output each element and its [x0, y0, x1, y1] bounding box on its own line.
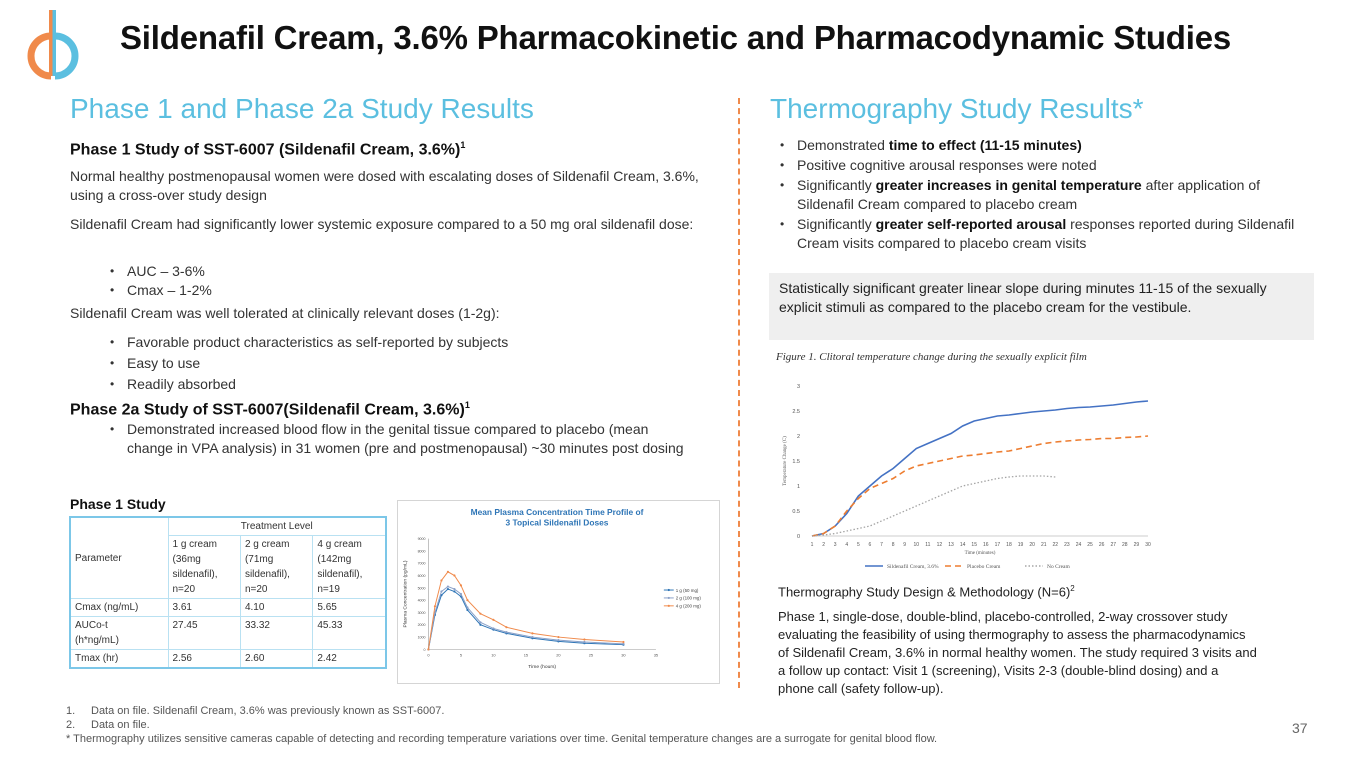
- temperature-chart: [770, 376, 1160, 576]
- x-tick-label: 26: [1098, 542, 1105, 548]
- methodology-body: Phase 1, single-dose, double-blind, placebo-controlled, 2-way crossover study evaluating the feasibility of using thermography to assess the pharmacodynamics of Sildenafil Cream, 3.6% in normal healthy women. The study required 3 visits and a follow up contact: Visit 1 (screening), Visits 2-3 (double-blind dosing) and a phone call (safety follow-up).: [778, 609, 1257, 696]
- x-tick-label: 25: [588, 652, 594, 658]
- x-axis-label: Time (minutes): [964, 551, 996, 556]
- data-point: [492, 619, 494, 621]
- data-point: [453, 574, 455, 576]
- thermography-results-list: [778, 136, 1318, 254]
- page-title: Sildenafil Cream, 3.6% Pharmacokinetic and Pharmacodynamic Studies: [120, 19, 1232, 56]
- plasma-concentration-chart: [397, 500, 720, 684]
- data-point: [479, 613, 481, 615]
- chart-title-line: 3 Topical Sildenafil Doses: [505, 517, 609, 528]
- data-point: [492, 627, 494, 629]
- legend-marker: [668, 589, 670, 591]
- data-point: [583, 641, 585, 643]
- data-point: [531, 632, 533, 634]
- y-tick-label: 2.5: [792, 409, 800, 415]
- figure-caption: Figure 1. Clitoral temperature change during the sexually explicit film: [776, 351, 1087, 363]
- stat-box: Statistically significant greater linear slope during minutes 11-15 of the sexually explicit stimuli as compared to the placebo cream for the vestibule.: [769, 273, 1314, 340]
- x-tick-label: 5: [459, 652, 463, 658]
- x-tick-label: 25: [1087, 542, 1093, 548]
- x-tick-label: 9: [903, 542, 907, 548]
- data-point: [505, 626, 507, 628]
- data-point: [427, 648, 429, 650]
- col-header-2g: 2 g cream (71mg sildenafil), n=20: [240, 536, 312, 599]
- data-point: [447, 586, 449, 588]
- page-number: 37: [1292, 720, 1308, 736]
- left-section-heading: Phase 1 and Phase 2a Study Results: [70, 93, 534, 124]
- data-point: [479, 624, 481, 626]
- x-tick-label: 35: [653, 652, 659, 658]
- x-tick-label: 30: [621, 652, 626, 658]
- data-point: [434, 605, 436, 607]
- data-point: [460, 584, 462, 586]
- y-axis-label: Plasma Concentration (pg/mL): [403, 560, 409, 628]
- table-row: Tmax (hr) 2.56 2.60 2.42: [70, 650, 386, 669]
- y-tick-label: 8000: [417, 549, 426, 554]
- data-point: [557, 636, 559, 638]
- series-line: [812, 476, 1055, 536]
- data-point: [466, 609, 468, 611]
- x-tick-label: 7: [880, 542, 883, 548]
- y-tick-label: 1000: [417, 635, 426, 640]
- y-tick-label: 2000: [417, 623, 426, 628]
- data-point: [440, 579, 442, 581]
- group-header: Treatment Level: [168, 517, 386, 536]
- y-tick-label: 0: [796, 534, 800, 540]
- x-tick-label: 8: [891, 542, 895, 548]
- footnotes: [66, 704, 937, 746]
- x-tick-label: 10: [491, 652, 496, 658]
- data-point: [453, 590, 455, 592]
- x-tick-label: 15: [523, 652, 529, 658]
- y-tick-label: 6000: [417, 573, 426, 578]
- data-point: [447, 588, 449, 590]
- x-tick-label: 2: [822, 542, 825, 548]
- list-item: • Favorable product characteristics as self-reported by subjects: [108, 332, 668, 353]
- legend-label: 1 g (50 mg): [675, 587, 699, 593]
- phase1-exposure: Sildenafil Cream had significantly lower systemic exposure compared to a 50 mg oral sildenafil dose:: [70, 216, 694, 232]
- x-tick-label: 24: [1075, 542, 1082, 548]
- table-row: Cmax (ng/mL) 3.61 4.10 5.65: [70, 599, 386, 617]
- data-point: [622, 641, 624, 643]
- x-tick-label: 22: [1052, 542, 1059, 548]
- right-section-heading: Thermography Study Results*: [770, 93, 1144, 124]
- legend-label: No Cream: [1047, 564, 1070, 570]
- data-point: [453, 588, 455, 590]
- x-tick-label: 27: [1110, 542, 1117, 548]
- list-item: • Positive cognitive arousal responses were noted: [778, 156, 1318, 175]
- data-point: [447, 571, 449, 573]
- col-header-4g: 4 g cream (142mg sildenafil), n=19: [313, 536, 386, 599]
- legend-label: 2 g (100 mg): [675, 595, 701, 601]
- pk-table: [69, 516, 387, 669]
- x-tick-label: 0: [427, 652, 430, 658]
- list-item: • Easy to use: [108, 353, 668, 374]
- x-tick-label: 6: [868, 542, 872, 548]
- y-tick-label: 5000: [417, 586, 426, 591]
- table-row: AUCo-t (h*ng/mL) 27.45 33.32 45.33: [70, 617, 386, 650]
- footnote: 2. Data on file.: [66, 719, 150, 731]
- x-tick-label: 23: [1064, 542, 1070, 548]
- x-tick-label: 5: [856, 542, 860, 548]
- x-tick-label: 17: [994, 542, 1001, 548]
- x-axis-label: Time (hours): [528, 665, 557, 671]
- list-item: • Readily absorbed: [108, 374, 668, 395]
- list-item: • Demonstrated time to effect (11-15 minutes): [778, 136, 1318, 155]
- x-tick-label: 29: [1133, 542, 1140, 548]
- phase2a-list: [108, 420, 698, 458]
- y-tick-label: 7000: [417, 561, 426, 566]
- phase1-tolerated-list: [108, 332, 668, 395]
- phase1-tolerated: Sildenafil Cream was well tolerated at clinically relevant doses (1-2g):: [70, 305, 500, 321]
- y-tick-label: 4000: [417, 598, 426, 603]
- methodology-heading: Thermography Study Design & Methodology (N=6)$^2$: [778, 584, 1075, 600]
- list-item: • Significantly greater self-reported arousal responses reported during Sildenafil Cream visits compared to placebo cream visits: [778, 215, 1318, 253]
- footnote: * Thermography utilizes sensitive cameras capable of detecting and recording temperature variations over time. Genital temperature changes are a surrogate for genital blood flow.: [66, 733, 938, 745]
- list-item: • AUC – 3-6%: [108, 262, 508, 281]
- x-tick-label: 3: [833, 542, 837, 548]
- series-line: [428, 572, 623, 650]
- data-point: [583, 638, 585, 640]
- y-tick-label: 2: [796, 434, 800, 440]
- y-tick-label: 1: [796, 484, 800, 490]
- company-logo: [24, 8, 82, 82]
- y-tick-label: 0.5: [792, 509, 800, 515]
- y-tick-label: 0: [423, 647, 426, 652]
- y-tick-label: 3000: [417, 610, 426, 615]
- x-tick-label: 11: [925, 542, 931, 548]
- y-tick-label: 9000: [417, 537, 426, 542]
- x-tick-label: 20: [556, 652, 561, 658]
- series-line: [812, 401, 1148, 536]
- legend-label: 4 g (200 mg): [675, 603, 701, 609]
- table-title: Phase 1 Study: [70, 496, 166, 512]
- phase1-exposure-list: [108, 262, 508, 300]
- data-point: [531, 636, 533, 638]
- data-point: [466, 606, 468, 608]
- x-tick-label: 18: [1006, 542, 1012, 548]
- chart-title-line: Mean Plasma Concentration Time Profile of: [470, 506, 644, 517]
- x-tick-label: 16: [983, 542, 989, 548]
- x-tick-label: 15: [971, 542, 977, 548]
- y-axis-label: Temperature Change (C): [783, 436, 788, 486]
- data-point: [440, 590, 442, 592]
- list-item: • Significantly greater increases in genital temperature after application of Sildenafil Cream compared to placebo cream: [778, 176, 1318, 214]
- phase1-intro: Normal healthy postmenopausal women were dosed with escalating doses of Sildenafil Cream, 3.6%, using a cross-over study design: [70, 168, 699, 203]
- column-divider: [738, 98, 740, 688]
- footnote: 1. Data on file. Sildenafil Cream, 3.6% was previously known as SST-6007.: [66, 705, 445, 717]
- data-point: [466, 599, 468, 601]
- x-tick-label: 30: [1145, 542, 1151, 548]
- list-item: • Cmax – 1-2%: [108, 281, 508, 300]
- y-tick-label: 1.5: [792, 459, 800, 465]
- col-header-1g: 1 g cream (36mg sildenafil), n=20: [168, 536, 240, 599]
- x-tick-label: 10: [913, 542, 920, 548]
- legend-label: Sildenafil Cream, 3.6%: [887, 564, 939, 570]
- phase2a-heading: Phase 2a Study of SST-6007(Sildenafil Cream, 3.6%)$^1$: [70, 400, 470, 419]
- y-tick-label: 3: [796, 384, 800, 390]
- data-point: [460, 593, 462, 595]
- x-tick-label: 14: [959, 542, 966, 548]
- data-point: [479, 621, 481, 623]
- data-point: [505, 631, 507, 633]
- x-tick-label: 12: [936, 542, 943, 548]
- x-tick-label: 21: [1040, 542, 1047, 548]
- list-item: • Demonstrated increased blood flow in the genital tissue compared to placebo (mean change in VPA analysis) in 31 women (pre and postmenopausal) ~30 minutes post dosing: [108, 420, 698, 458]
- series-line: [812, 436, 1148, 536]
- x-tick-label: 28: [1122, 542, 1128, 548]
- x-tick-label: 13: [948, 542, 954, 548]
- param-header: Parameter: [70, 517, 168, 599]
- x-tick-label: 20: [1029, 542, 1035, 548]
- legend-marker: [668, 605, 670, 607]
- data-point: [557, 639, 559, 641]
- x-tick-label: 1: [810, 542, 814, 548]
- x-tick-label: 19: [1017, 542, 1024, 548]
- legend-marker: [668, 597, 670, 599]
- phase1-heading: Phase 1 Study of SST-6007 (Sildenafil Cream, 3.6%)$^1$: [70, 140, 466, 159]
- x-tick-label: 4: [845, 542, 849, 548]
- legend-label: Placebo Cream: [967, 564, 1001, 570]
